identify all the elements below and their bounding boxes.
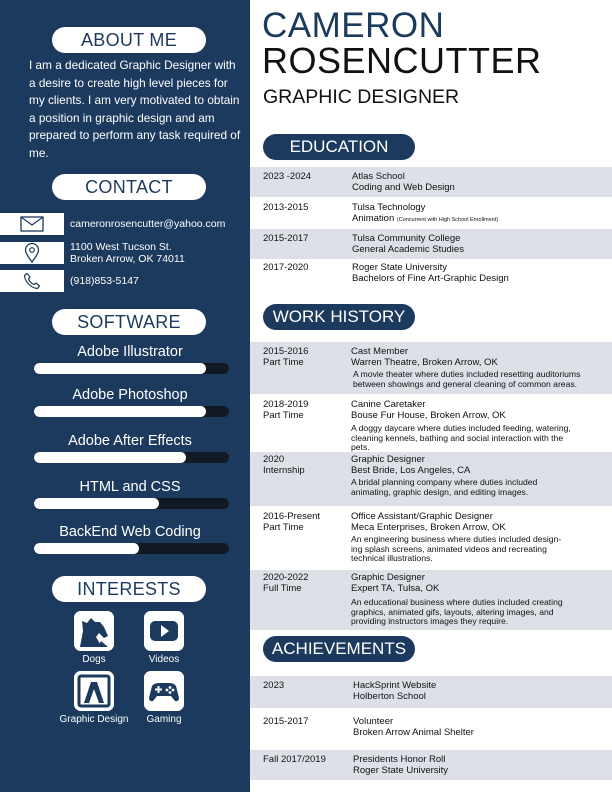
skill-label: Adobe After Effects	[68, 433, 192, 449]
address	[70, 241, 185, 265]
about-heading: ABOUT ME	[52, 27, 206, 53]
education-row	[250, 197, 612, 229]
work-company: Expert TA, Tulsa, OK	[351, 582, 440, 594]
work-row	[250, 452, 612, 506]
work-desc: ing splash screens, animated videos and recreating	[351, 543, 547, 554]
skill-bar-fill	[34, 452, 186, 463]
work-type: Part Time	[263, 409, 304, 421]
work-row	[250, 394, 612, 452]
work-role: Graphic Designer	[351, 454, 425, 465]
sidebar	[0, 0, 250, 792]
contact-heading: CONTACT	[52, 174, 206, 200]
work-type: Full Time	[263, 582, 302, 594]
contact-address-row	[0, 242, 185, 264]
school-name: Atlas School	[352, 171, 405, 182]
skill-label: Adobe Illustrator	[77, 344, 183, 360]
skill-label: Adobe Photoshop	[72, 387, 188, 403]
interest-gaming	[119, 671, 209, 725]
program-name: General Academic Studies	[352, 243, 464, 255]
work-desc: An educational business where duties included creating	[351, 597, 563, 607]
school-name: Roger State University	[352, 262, 448, 273]
achievement-year: 2023	[263, 680, 285, 691]
education-row	[250, 229, 612, 259]
address-line1: 1100 West Tucson St.	[70, 241, 172, 253]
interest-label: Dogs	[82, 654, 106, 665]
skill-bar	[34, 543, 229, 554]
work-company: Warren Theatre, Broken Arrow, OK	[351, 356, 498, 368]
job-title: GRAPHIC DESIGNER	[263, 86, 460, 108]
school-name: Tulsa Community College	[352, 233, 461, 244]
interest-label: Graphic Design	[59, 714, 129, 725]
achievement-org: Broken Arrow Animal Shelter	[353, 726, 474, 738]
education-row	[250, 167, 612, 197]
work-role: Cast Member	[351, 346, 409, 357]
work-desc: graphics, animated gifs, layouts, altering images, and	[351, 606, 554, 617]
work-company: Bouse Fur House, Broken Arrow, OK	[351, 409, 506, 421]
achievement-year: 2015-2017	[263, 716, 309, 727]
work-years: 2020	[263, 454, 285, 465]
skill-label: BackEnd Web Coding	[59, 524, 201, 540]
skill-bar-fill	[34, 406, 206, 417]
education-years: 2017-2020	[263, 262, 309, 273]
skill-label: HTML and CSS	[79, 479, 181, 495]
phone-icon	[0, 270, 64, 292]
skill-bar	[34, 406, 229, 417]
work-type: Internship	[263, 464, 305, 476]
education-row	[250, 259, 612, 289]
work-desc: providing instructors images they require.	[351, 616, 509, 627]
achievement-title: Volunteer	[353, 716, 394, 727]
work-type: Part Time	[263, 356, 304, 368]
work-row	[250, 506, 612, 570]
about-text: I am a dedicated Graphic Designer with a desire to create high level pieces for my clients. I am very motivated to obtain a position in graphic design and am prepared to perform any task required of me.	[29, 58, 241, 160]
education-years: 2015-2017	[263, 233, 309, 244]
last-name: ROSENCUTTER	[262, 40, 542, 81]
work-row	[250, 570, 612, 630]
education-heading: EDUCATION	[263, 134, 415, 160]
work-role: Office Assistant/Graphic Designer	[351, 511, 493, 522]
work-years: 2016-Present	[263, 511, 321, 522]
achievement-title: HackSprint Website	[353, 680, 437, 691]
achievement-org: Holberton School	[353, 690, 426, 702]
work-company: Meca Enterprises, Broken Arrow, OK	[351, 521, 506, 533]
work-years: 2020-2022	[263, 572, 309, 583]
work-role: Canine Caretaker	[351, 399, 426, 410]
software-heading: SOFTWARE	[52, 309, 206, 335]
education-years: 2023 -2024	[263, 171, 312, 182]
achievement-row	[250, 750, 612, 780]
skill-bar	[34, 498, 229, 509]
work-desc: A bridal planning company where duties included	[351, 477, 538, 487]
work-years: 2018-2019	[263, 399, 309, 410]
program-note: (Concurrent with High School Enrollment)	[396, 216, 499, 223]
program-name: Animation	[352, 212, 395, 224]
work-type: Part Time	[263, 521, 304, 533]
education-years: 2013-2015	[263, 202, 309, 213]
work-desc: technical illustrations.	[351, 553, 433, 564]
achievement-year: Fall 2017/2019	[263, 754, 326, 765]
work-row	[250, 342, 612, 394]
phone-number[interactable]: (918)853-5147	[70, 275, 139, 287]
dog-icon	[74, 611, 114, 651]
achievement-org: Roger State University	[353, 764, 449, 776]
location-pin-icon	[0, 242, 64, 264]
work-desc: A movie theater where duties included resetting auditoriums	[353, 369, 581, 379]
achievement-row	[250, 676, 612, 708]
contact-phone-row	[0, 270, 139, 292]
program-name: Bachelors of Fine Art-Graphic Design	[352, 272, 509, 284]
work-desc: pets.	[351, 442, 370, 453]
gamepad-icon	[144, 671, 184, 711]
achievement-row	[250, 708, 612, 750]
program-name: Coding and Web Design	[352, 181, 455, 193]
skill-bar-fill	[34, 363, 206, 374]
work-years: 2015-2016	[263, 346, 309, 357]
skill-bar	[34, 452, 229, 463]
work-desc: A doggy daycare where duties included feeding, watering,	[351, 423, 571, 433]
work-desc: animating, graphic design, and editing images.	[351, 486, 529, 497]
interest-label: Gaming	[146, 714, 182, 725]
work-desc: An engineering business where duties included design-	[351, 534, 562, 544]
work-role: Graphic Designer	[351, 572, 425, 583]
skill-bar-fill	[34, 543, 139, 554]
work-desc: between showings and general cleaning of common areas.	[353, 378, 578, 389]
contact-email-row	[0, 213, 225, 235]
achievement-title: Presidents Honor Roll	[353, 754, 446, 765]
achievements-heading: ACHIEVEMENTS	[263, 636, 415, 662]
interest-label: Videos	[148, 654, 180, 665]
skill-bar	[34, 363, 229, 374]
interests-heading: INTERESTS	[52, 576, 206, 602]
address-line2: Broken Arrow, OK 74011	[70, 253, 185, 265]
play-icon	[144, 611, 184, 651]
work-desc: cleaning kennels, bathing and social interaction with the	[351, 432, 564, 443]
adobe-icon	[74, 671, 114, 711]
skill-bar-fill	[34, 498, 159, 509]
work-heading: WORK HISTORY	[263, 304, 415, 330]
first-name: CAMERON	[262, 6, 445, 45]
interest-videos	[119, 611, 209, 665]
envelope-icon	[0, 213, 64, 235]
work-company: Best Bride, Los Angeles, CA	[351, 464, 471, 476]
email-link[interactable]: cameronrosencutter@yahoo.com	[70, 218, 226, 230]
school-name: Tulsa Technology	[352, 202, 426, 213]
